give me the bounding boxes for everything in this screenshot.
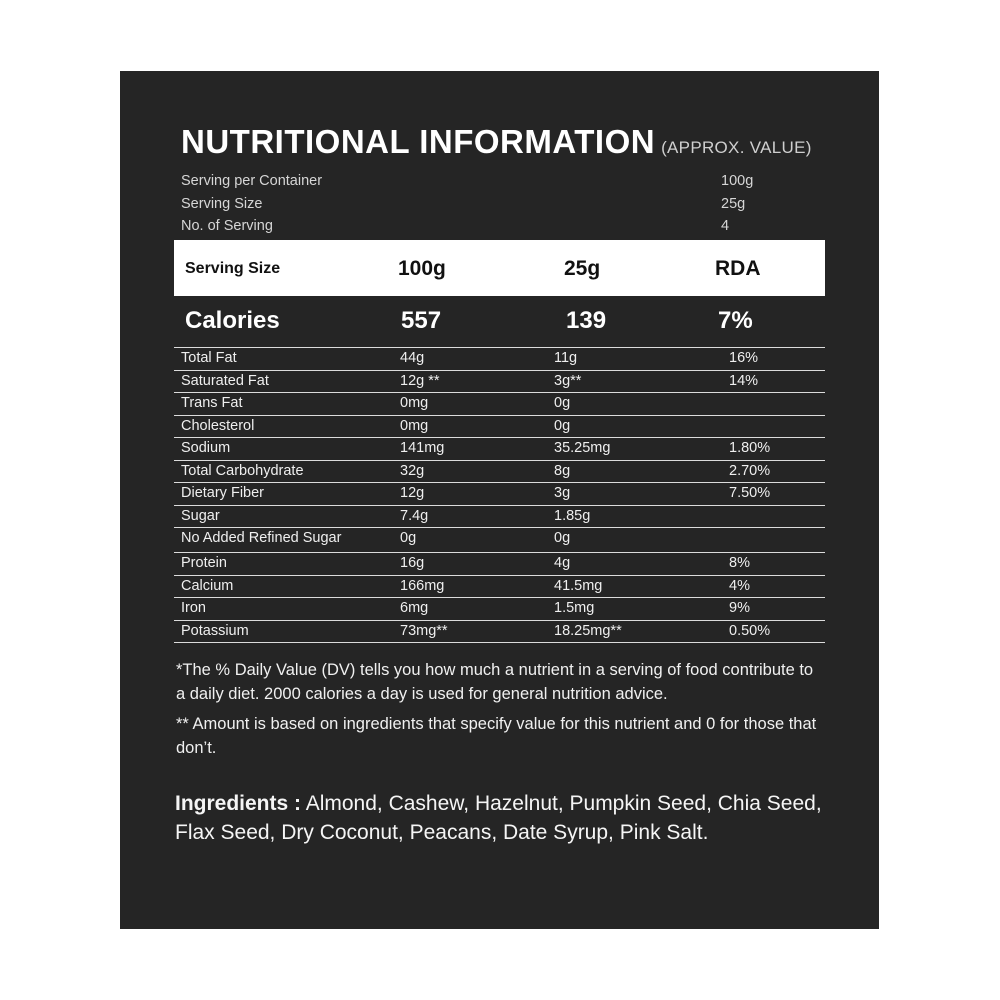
header-col-100g: 100g <box>398 257 446 280</box>
nutrition-label-panel <box>120 71 879 929</box>
meta-label: No. of Serving <box>181 218 273 234</box>
nutrient-rda: 2.70% <box>729 462 771 479</box>
table-row <box>174 371 825 394</box>
nutrient-rda: 14% <box>729 372 759 389</box>
nutrient-name: Total Carbohydrate <box>181 462 304 479</box>
nutrient-name: Iron <box>181 600 206 616</box>
serving-meta <box>181 171 821 239</box>
nutrient-name: No Added Refined Sugar <box>181 530 342 546</box>
nutrient-25g: 0g <box>554 530 571 546</box>
nutrient-rda: 4% <box>729 577 750 594</box>
nutrient-100g: 0mg <box>400 395 429 411</box>
nutrient-25g: 3g <box>554 485 571 501</box>
meta-value: 4 <box>721 218 730 234</box>
nutrient-25g: 35.25mg <box>554 440 611 456</box>
table-row <box>174 506 825 529</box>
nutrient-100g: 0g <box>400 530 417 546</box>
nutrient-100g: 32g <box>400 462 425 479</box>
header-label: Serving Size <box>185 260 281 277</box>
serving-size-header <box>174 240 825 296</box>
amount-footnote: ** Amount is based on ingredients that specify value for this nutrient and 0 for those that don’t. <box>176 715 817 757</box>
calories-100g: 557 <box>401 307 442 334</box>
nutrient-name: Total Fat <box>181 350 237 366</box>
nutrient-rda: 0.50% <box>729 622 771 639</box>
nutrient-rda: 8% <box>729 555 750 571</box>
ingredients-label: Ingredients : <box>175 792 302 815</box>
nutrient-name: Sodium <box>181 440 231 456</box>
nutrient-name: Trans Fat <box>181 395 243 411</box>
nutrient-25g: 11g <box>554 350 578 366</box>
label-subtitle: (APPROX. VALUE) <box>661 138 812 157</box>
ingredients-text: Almond, Cashew, Hazelnut, Pumpkin Seed, Chia Seed, Flax Seed, Dry Coconut, Peacans, Date Syrup, Pink Salt. <box>175 792 822 844</box>
nutrient-100g: 6mg <box>400 600 429 616</box>
nutrient-100g: 0mg <box>400 417 429 434</box>
nutrient-25g: 4g <box>554 555 571 571</box>
table-row <box>174 483 825 506</box>
meta-row <box>181 194 821 217</box>
nutrient-25g: 1.5mg <box>554 600 595 616</box>
title-row <box>181 123 812 161</box>
nutrient-25g: 1.85g <box>554 507 591 524</box>
nutrient-100g: 73mg** <box>400 622 448 639</box>
nutrient-name: Potassium <box>181 622 249 639</box>
label-title: NUTRITIONAL INFORMATION <box>181 123 656 160</box>
nutrient-100g: 166mg <box>400 577 445 594</box>
table-row <box>174 528 825 553</box>
nutrient-name: Protein <box>181 555 227 571</box>
header-col-25g: 25g <box>564 257 601 280</box>
nutrient-25g: 3g** <box>554 372 582 389</box>
nutrient-25g: 41.5mg <box>554 577 603 594</box>
meta-label: Serving per Container <box>181 173 323 189</box>
nutrient-25g: 0g <box>554 395 571 411</box>
table-row <box>174 576 825 599</box>
nutrient-name: Calcium <box>181 577 234 594</box>
nutrient-rda: 7.50% <box>729 485 771 501</box>
table-row <box>174 621 825 644</box>
meta-row <box>181 216 821 239</box>
footnotes <box>176 658 826 766</box>
meta-value: 25g <box>721 195 746 212</box>
table-row <box>174 553 825 576</box>
nutrient-name: Saturated Fat <box>181 372 269 389</box>
meta-label: Serving Size <box>181 195 263 212</box>
nutrient-100g: 12g ** <box>400 372 440 389</box>
table-row <box>174 416 825 439</box>
dv-footnote: *The % Daily Value (DV) tells you how much a nutrient in a serving of food contribute to a daily diet. 2000 calories a day is used for general nutrition advice. <box>176 661 814 703</box>
table-row <box>174 393 825 416</box>
table-row <box>174 461 825 484</box>
nutrient-rda: 9% <box>729 600 750 616</box>
nutrient-25g: 0g <box>554 417 571 434</box>
table-row <box>174 598 825 621</box>
nutrient-table <box>174 347 825 643</box>
meta-value: 100g <box>721 173 754 189</box>
calories-25g: 139 <box>566 307 607 334</box>
nutrient-100g: 141mg <box>400 440 445 456</box>
nutrient-rda: 1.80% <box>729 440 771 456</box>
nutrient-100g: 16g <box>400 555 425 571</box>
nutrient-name: Sugar <box>181 507 220 524</box>
calories-row <box>174 303 825 343</box>
calories-rda: 7% <box>718 307 753 334</box>
nutrient-100g: 44g <box>400 350 425 366</box>
nutrient-rda: 16% <box>729 350 759 366</box>
nutrient-name: Dietary Fiber <box>181 485 264 501</box>
header-col-rda: RDA <box>715 257 761 280</box>
nutrient-100g: 12g <box>400 485 425 501</box>
nutrient-25g: 8g <box>554 462 571 479</box>
table-row <box>174 348 825 371</box>
calories-label: Calories <box>185 307 280 334</box>
table-row <box>174 438 825 461</box>
meta-row <box>181 171 821 194</box>
ingredients-block <box>175 789 835 847</box>
nutrient-name: Cholesterol <box>181 417 255 434</box>
nutrient-100g: 7.4g <box>400 507 429 524</box>
nutrient-25g: 18.25mg** <box>554 622 622 639</box>
